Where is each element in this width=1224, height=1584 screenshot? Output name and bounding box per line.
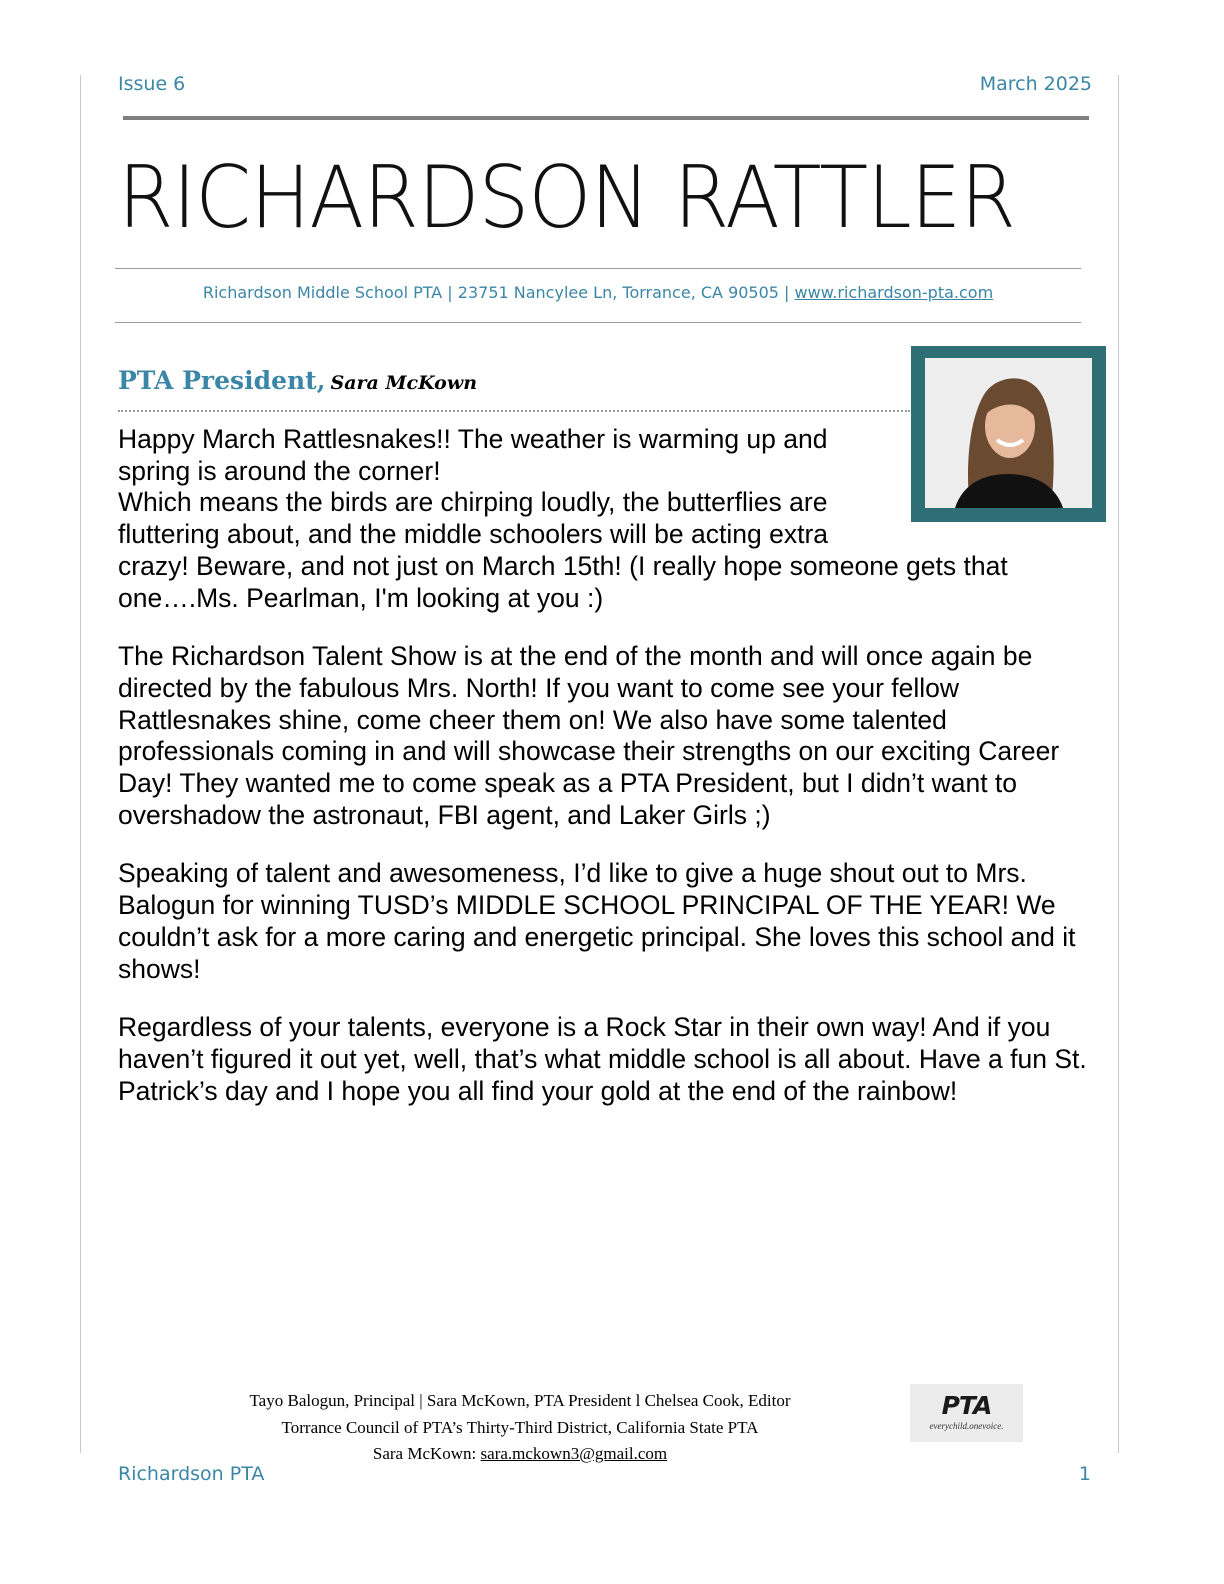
photo-wrap-spacer xyxy=(866,424,1098,550)
section-author: Sara McKown xyxy=(330,372,478,394)
footer-staff-line: Tayo Balogun, Principal | Sara McKown, PTA President l Chelsea Cook, Editor xyxy=(249,1391,791,1410)
issue-date: March 2025 xyxy=(979,73,1092,95)
address-text: Richardson Middle School PTA | 23751 Nancylee Ln, Torrance, CA 90505 | xyxy=(202,283,795,302)
pta-logo-mark: PTA xyxy=(941,1391,992,1420)
section-title: PTA President, xyxy=(118,366,326,395)
address-line xyxy=(115,283,1081,302)
page-margin-left xyxy=(80,75,81,1453)
footer-council-line: Torrance Council of PTA’s Thirty-Third District, California State PTA xyxy=(281,1417,759,1437)
paragraph-4: Regardless of your talents, everyone is a Rock Star in their own way! And if you haven’t figured it out yet, well, that’s what middle school is all about. Have a fun St. Patrick’s day and I hope you all find your gold at the end of the rainbow! xyxy=(118,1012,1087,1106)
footer-contact-line xyxy=(170,1441,870,1468)
pta-logo-tagline: everychild.onevoice. xyxy=(929,1421,1004,1431)
footer-credits xyxy=(170,1388,870,1468)
address-rule-bottom xyxy=(115,322,1081,323)
page-margin-right xyxy=(1118,75,1119,1453)
paragraph-3: Speaking of talent and awesomeness, I’d like to give a huge shout out to Mrs. Balogun for winning TUSD’s MIDDLE SCHOOL PRINCIPAL OF THE YEAR! We couldn’t ask for a more caring and energetic principal. She loves this school and it shows! xyxy=(118,858,1076,984)
footer-org-name: Richardson PTA xyxy=(118,1463,265,1485)
website-link[interactable]: www.richardson-pta.com xyxy=(794,283,994,302)
contact-email-link[interactable]: sara.mckown3@gmail.com xyxy=(480,1444,668,1463)
paragraph-2: The Richardson Talent Show is at the end of the month and will once again be directed by the fabulous Mrs. North! If you want to come see your fellow Rattlesnakes shine, come cheer them on! We also have some talented professionals coming in and will showcase their strengths on our exciting Career Day! They wanted me to come speak as a PTA President, but I didn’t want to overshadow the astronaut, FBI agent, and Laker Girls ;) xyxy=(118,641,1060,830)
top-rule xyxy=(123,116,1089,120)
page-number: 1 xyxy=(1078,1463,1091,1485)
pta-logo xyxy=(910,1384,1023,1442)
paragraph-1: Happy March Rattlesnakes!! The weather is warming up and spring is around the corner! Which means the birds are chirping loudly, the butterflies are fluttering about, and the middle schoolers will be acting extra crazy! Beware, and not just on March 15th! (I really hope someone gets that one….Ms. Pearlman, I'm looking at you :) xyxy=(118,424,1008,613)
address-rule-top xyxy=(115,268,1081,269)
contact-label: Sara McKown: xyxy=(372,1444,481,1463)
issue-number: Issue 6 xyxy=(118,73,186,95)
section-heading xyxy=(118,366,477,395)
dotted-divider xyxy=(118,410,910,412)
masthead-title: RICHARDSON RATTLER xyxy=(118,148,1016,248)
article-body xyxy=(118,424,1098,1134)
